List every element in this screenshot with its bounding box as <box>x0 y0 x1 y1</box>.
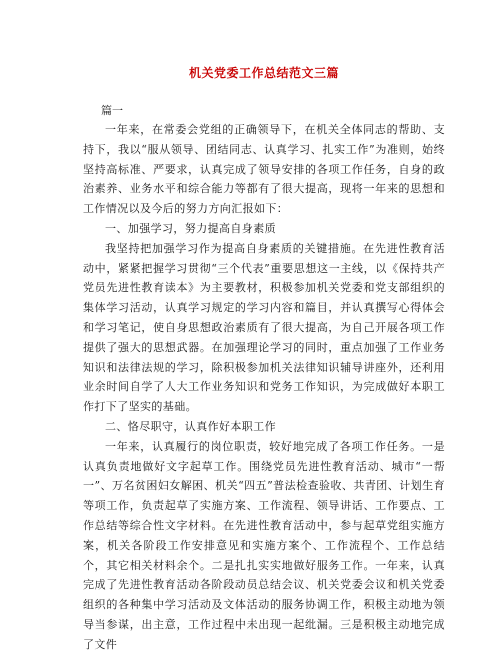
section-label: 篇一 <box>101 104 123 117</box>
intro-paragraph: 一年来，在常委会党组的正确领导下，在机关全体同志的帮助、支持下，我以“服从领导、团结同志、认真学习、扎实工作”为准则，始终坚持高标准、严要求，认真完成了领导安排的各项工作任务，自身的政治素养、业务水平和综合能力等都有了很大提高，现将一年来的思想和工作情况以及今后的努力方向汇报如下： <box>83 123 445 216</box>
section-heading-duty: 二、恪尽职守，认真作好本职工作 <box>105 419 276 433</box>
study-paragraph: 我坚持把加强学习作为提高自身素质的关键措施。在先进性教育活动中，紧紧把握学习贯彻“三个代表”重要思想这一主线，以《保持共产党员先进性教育读本》为主要教材，积极参加机关党委和党支部组织的集体学习活动，认真学习规定的学习内容和篇目，并认真撰写心得体会和学习笔记，使自身思想政治素质有了很大提高，为自己开展各项工作提供了强大的思想武器。在加强理论学习的同时，重点加强了工作业务知识和法律法规的学习，除积极参加机关法律知识辅导讲座外，还利用业余时间自学了人大工作业务知识和党务工作知识，为完成做好本职工作打下了坚实的基础。 <box>83 241 445 414</box>
section-heading-study: 一、加强学习，努力提高自身素质 <box>105 221 276 235</box>
duty-paragraph: 一年来，认真履行的岗位职责，较好地完成了各项工作任务。一是认真负责地做好文字起草工作。围绕党员先进性教育活动、城市“一帮一”、万名贫困妇女解困、机关“四五”普法检查验收、共青团、计划生育等项工作，负责起草了实施方案、工作流程、领导讲话、工作要点、工作总结等综合性文字材料。在先进性教育活动中，参与起草党组实施方案，机关各阶段工作安排意见和实施方案个、工作流程个、工作总结个，其它相关材料余个。二是扎扎实实地做好服务工作。一年来，认真完成了先进性教育活动各阶段动员总结会议、机关党委会议和机关党委组织的各种集中学习活动及文体活动的服务协调工作，积极主动地为领导当参谋，出主意，工作过程中未出现一起纰漏。三是积极主动地完成了文件 <box>83 439 445 651</box>
document-title: 机关党委工作总结范文三篇 <box>188 66 339 80</box>
